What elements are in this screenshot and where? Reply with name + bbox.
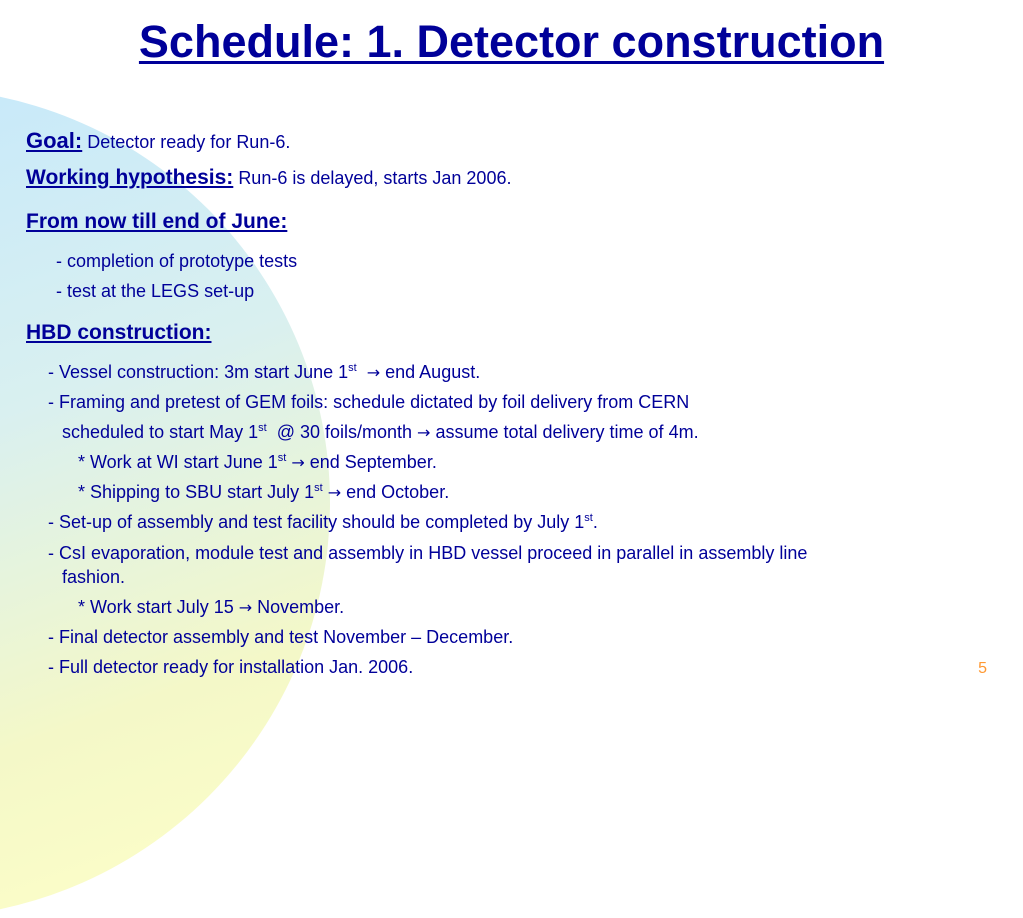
list-item: - completion of prototype tests [56, 251, 298, 271]
setup-text: - Set-up of assembly and test facility should be completed by July 1 [48, 512, 585, 532]
hypothesis-text: Run-6 is delayed, starts Jan 2006. [238, 168, 512, 188]
page-number: 5 [978, 660, 987, 677]
from-now-heading [26, 210, 287, 234]
work-start-end-text: November. [257, 597, 345, 617]
slide-title: Schedule: 1. Detector construction [138, 16, 885, 67]
full-ready-line: - Full detector ready for installation Jan. 2006. [48, 657, 414, 677]
rate-text: @ 30 foils/month [276, 422, 413, 442]
framing-line: - Framing and pretest of GEM foils: schedule dictated by foil delivery from CERN [48, 392, 690, 412]
arrow-right-icon: → [238, 598, 253, 617]
shipping-line [78, 482, 449, 503]
final-line: - Final detector assembly and test November – December. [48, 627, 514, 647]
arrow-right-icon: → [327, 483, 342, 502]
scheduled-line [62, 422, 699, 443]
csi-line-2: fashion. [62, 567, 126, 587]
delivery-text: assume total delivery time of 4m. [435, 422, 699, 442]
hbd-label: HBD construction: [26, 321, 212, 344]
superscript: st [584, 512, 593, 524]
vessel-end-text: end August. [385, 362, 481, 382]
shipping-end-text: end October. [346, 482, 450, 502]
arrow-right-icon: → [366, 363, 381, 382]
superscript: st [258, 422, 267, 434]
hypothesis-line [26, 166, 511, 190]
hypothesis-label: Working hypothesis: [26, 166, 234, 189]
list-item: - test at the LEGS set-up [56, 281, 255, 301]
superscript: st [348, 362, 357, 374]
work-wi-line [78, 452, 437, 473]
work-start-line [78, 597, 344, 618]
csi-line-1: - CsI evaporation, module test and assembly in HBD vessel proceed in parallel in assembly line [48, 543, 808, 563]
work-wi-text: * Work at WI start June 1 [78, 452, 278, 472]
from-now-label: From now till end of June: [26, 210, 288, 233]
hbd-heading [26, 321, 212, 345]
shipping-text: * Shipping to SBU start July 1 [78, 482, 315, 502]
arrow-right-icon: → [291, 453, 305, 472]
goal-text: Detector ready for Run-6. [87, 132, 291, 152]
arrow-right-icon: → [417, 423, 431, 442]
vessel-text: - Vessel construction: 3m start June 1 [48, 362, 349, 382]
work-start-text: * Work start July 15 [78, 597, 239, 617]
setup-line [48, 512, 598, 533]
superscript: st [277, 452, 287, 464]
vessel-line [48, 362, 480, 383]
goal-label: Goal: [26, 128, 83, 153]
goal-line [26, 128, 290, 154]
work-wi-end-text: end September. [309, 452, 437, 472]
superscript: st [314, 482, 323, 494]
scheduled-text: scheduled to start May 1 [62, 422, 259, 442]
period: . [592, 512, 598, 532]
